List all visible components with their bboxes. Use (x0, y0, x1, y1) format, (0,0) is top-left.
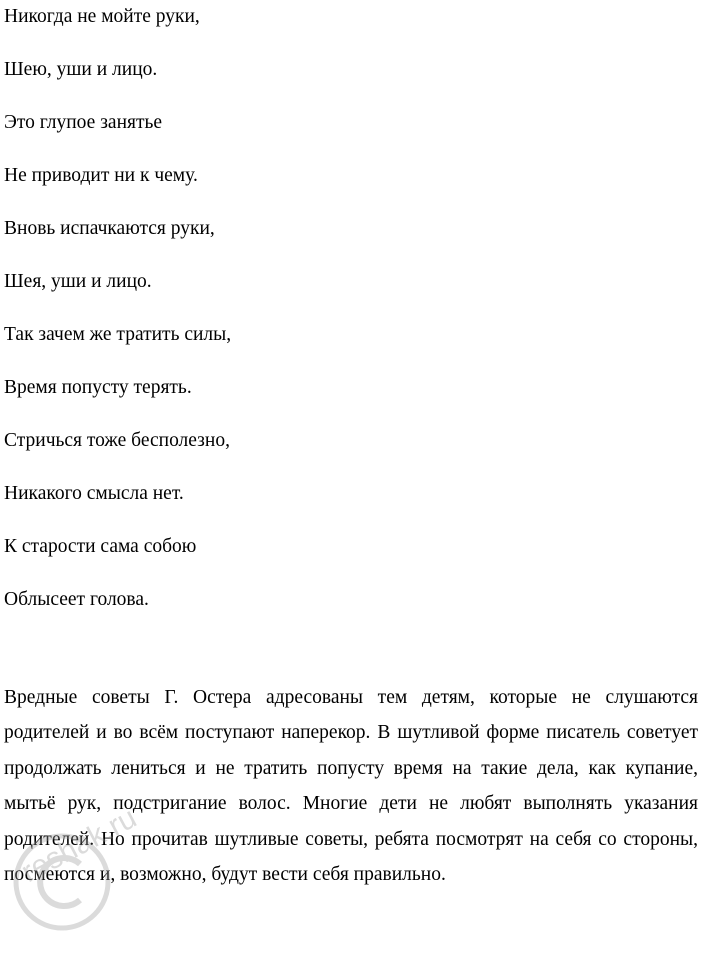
poem-line: Вновь испачкаются руки, (4, 218, 215, 239)
poem-line: Шея, уши и лицо. (4, 271, 152, 292)
poem-line: Никакого смысла нет. (4, 483, 184, 504)
poem-line: Так зачем же тратить силы, (4, 324, 232, 345)
poem-line: Время попусту терять. (4, 377, 192, 398)
commentary-paragraph: Вредные советы Г. Остера адресованы тем детям, которые не слушаются родителей и во всём поступают наперекор. В шутливой форме писатель советует продолжать лениться и не тратить попусту время на такие дела, как купание, мытьё рук, подстригание волос. Многие дети не любят выполнять указания родителей. Но прочитав шутливые советы, ребята посмотрят на себя со стороны, посмеются и, возможно, будут вести себя правильно. (4, 687, 698, 886)
poem-line: Облысеет голова. (4, 589, 149, 610)
poem (4, 0, 694, 636)
poem-line: Стричься тоже бесполезно, (4, 430, 230, 451)
poem-line: Это глупое занятье (4, 112, 163, 133)
watermark-text: reshak.ru (15, 801, 142, 890)
poem-line: К старости сама собою (4, 536, 197, 557)
poem-line: Никогда не мойте руки, (4, 6, 200, 27)
poem-line: Не приводит ни к чему. (4, 165, 198, 186)
poem-line: Шею, уши и лицо. (4, 59, 158, 80)
